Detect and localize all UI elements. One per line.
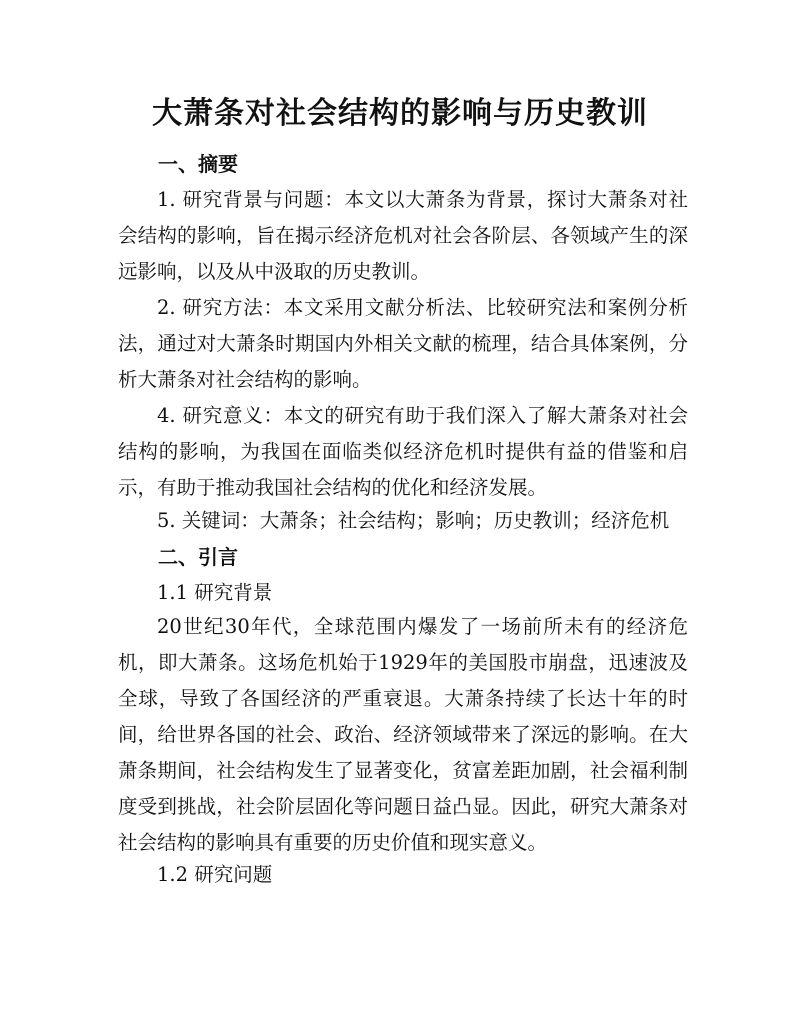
intro-heading-block	[118, 539, 688, 575]
abstract-item-4: 4. 研究意义：本文的研究有助于我们深入了解大萧条对社会结构的影响，为我国在面临类似经济危机时提供有益的借鉴和启示，有助于推动我国社会结构的优化和经济发展。	[118, 404, 688, 499]
background-paragraph: 20世纪30年代，全球范围内爆发了一场前所未有的经济危机，即大萧条。这场危机始于1929年的美国股市崩盘，迅速波及全球，导致了各国经济的严重衰退。大萧条持续了长达十年的时间，给世界各国的社会、政治、经济领域带来了深远的影响。在大萧条期间，社会结构发生了显著变化，贫富差距加剧，社会福利制度受到挑战，社会阶层固化等问题日益凸显。因此，研究大萧条对社会结构的影响具有重要的历史价值和现实意义。	[118, 615, 688, 854]
abstract-item-2: 2. 研究方法：本文采用文献分析法、比较研究法和案例分析法，通过对大萧条时期国内外相关文献的梳理，结合具体案例，分析大萧条对社会结构的影响。	[118, 296, 688, 391]
section-heading-intro: 二、引言	[158, 545, 238, 569]
abstract-heading	[118, 146, 688, 182]
subsection-heading-question: 1.2 研究问题	[157, 863, 273, 886]
subsection-heading-block-2	[118, 857, 688, 893]
page-title: 大萧条对社会结构的影响与历史教训	[152, 96, 648, 131]
subsection-heading-block-1	[118, 575, 688, 611]
subsection-heading-background: 1.1 研究背景	[157, 581, 273, 604]
section-heading-abstract: 一、摘要	[158, 152, 238, 176]
abstract-item-5: 5. 关键词：大萧条；社会结构；影响；历史教训；经济危机	[157, 509, 670, 532]
abstract-item-1: 1. 研究背景与问题：本文以大萧条为背景，探讨大萧条对社会结构的影响，旨在揭示经济危机对社会各阶层、各领域产生的深远影响，以及从中汲取的历史教训。	[118, 188, 688, 283]
